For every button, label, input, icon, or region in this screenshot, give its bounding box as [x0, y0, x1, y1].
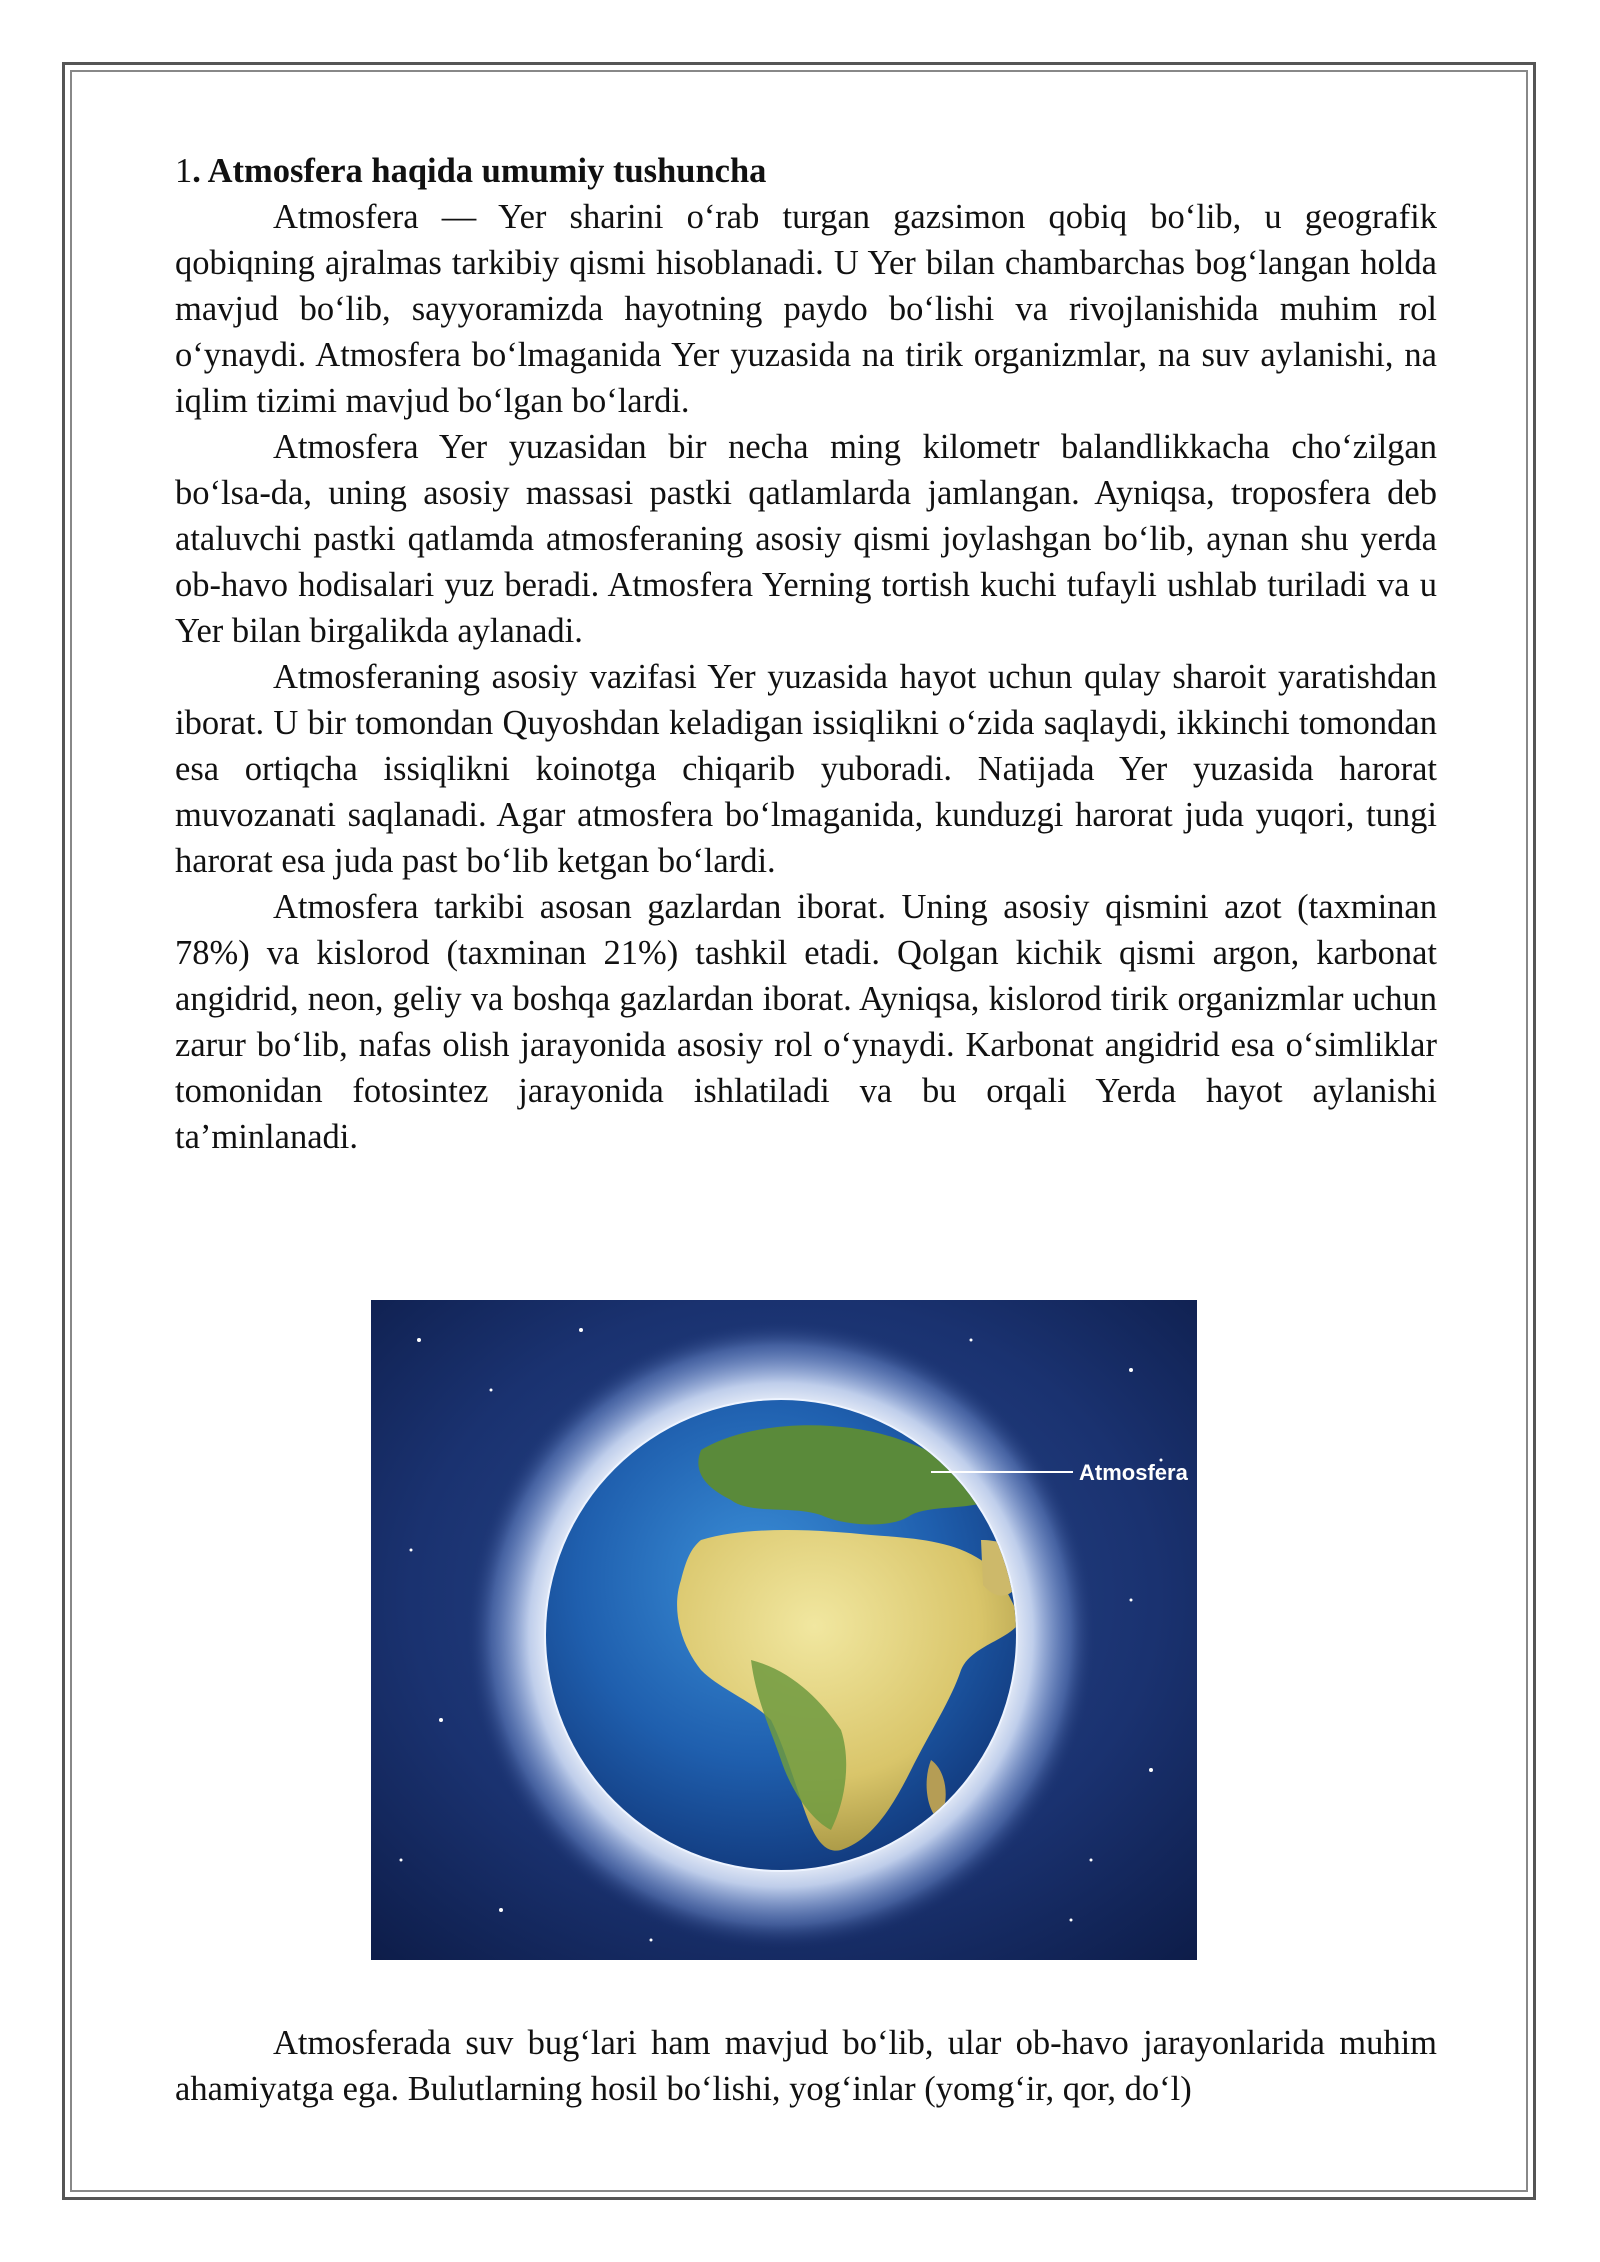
paragraph-5: Atmosferada suv bug‘lari ham mavjud bo‘lib, ular ob-havo jarayonlarida muhim ahamiyatga ega. Bulutlarning hosil bo‘lishi, yog‘inlar (yomg‘ir, qor, do‘l)	[175, 2024, 1437, 2108]
atmosphere-label: Atmosfera	[1079, 1460, 1188, 1485]
paragraph-1: Atmosfera — Yer sharini o‘rab turgan gazsimon qobiq bo‘lib, u geografik qobiqning ajralmas tarkibiy qismi hisoblanadi. U Yer bilan chambarchas bog‘langan holda mavjud bo‘lib, sayyoramizda hayotning paydo bo‘lishi va rivojlanishida muhim rol o‘ynaydi. Atmosfera bo‘lmaganida Yer yuzasida na tirik organizmlar, na suv aylanishi, na iqlim tizimi mavjud bo‘lgan bo‘lardi.	[175, 198, 1437, 420]
paragraph-4: Atmosfera tarkibi asosan gazlardan iborat. Uning asosiy qismini azot (taxminan 78%) va kislorod (taxminan 21%) tashkil etadi. Qolgan kichik qismi argon, karbonat angidrid, neon, geliy va boshqa gazlardan iborat. Ayniqsa, kislorod tirik organizmlar uchun zarur bo‘lib, nafas olish jarayonida asosiy rol o‘ynaydi. Karbonat angidrid esa o‘simliklar tomonidan fotosintez jarayonida ishlatiladi va bu orqali Yerda hayot aylanishi ta’minlanadi.	[175, 888, 1437, 1156]
section-title: . Atmosfera haqida umumiy tushuncha	[192, 152, 767, 190]
earth-atmosphere-figure	[371, 1300, 1197, 1960]
paragraph-3: Atmosferaning asosiy vazifasi Yer yuzasida hayot uchun qulay sharoit yaratishdan iborat. U bir tomondan Quyoshdan keladigan issiqlikni o‘zida saqlaydi, ikkinchi tomondan esa ortiqcha issiqlikni koinotga chiqarib yuboradi. Natijada Yer yuzasida harorat muvozanati saqlanadi. Agar atmosfera bo‘lmaganida, kunduzgi harorat juda yuqori, tungi harorat esa juda past bo‘lib ketgan bo‘lardi.	[175, 658, 1437, 880]
section-heading	[175, 148, 1437, 194]
document-continuation	[175, 2020, 1437, 2112]
document-body	[175, 148, 1437, 1160]
section-number: 1	[175, 152, 193, 190]
earth-illustration	[371, 1300, 1197, 1960]
paragraph-2: Atmosfera Yer yuzasidan bir necha ming kilometr balandlikkacha cho‘zilgan bo‘lsa-da, uning asosiy massasi pastki qatlamlarda jamlangan. Ayniqsa, troposfera deb ataluvchi pastki qatlamda atmosferaning asosiy qismi joylashgan bo‘lib, aynan shu yerda ob-havo hodisalari yuz beradi. Atmosfera Yerning tortish kuchi tufayli ushlab turiladi va u Yer bilan birgalikda aylanadi.	[175, 428, 1437, 650]
